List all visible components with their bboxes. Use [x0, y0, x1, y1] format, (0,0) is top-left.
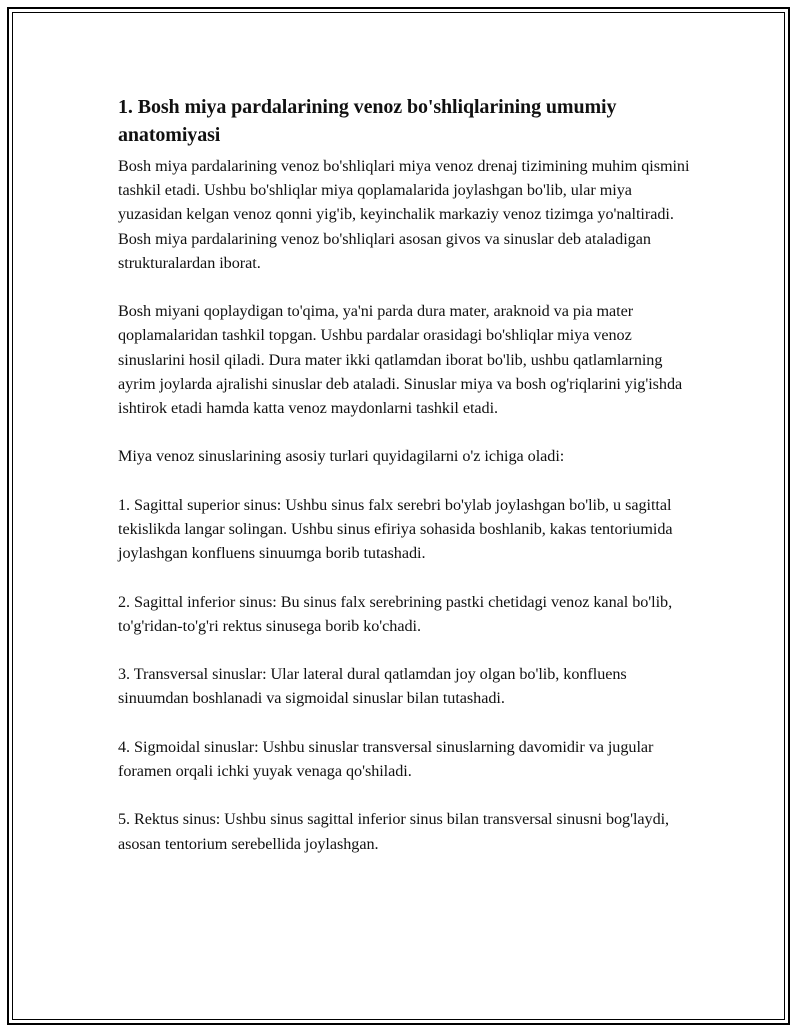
document-body: [118, 93, 696, 880]
paragraph-sinus-types-intro: Miya venoz sinuslarining asosiy turlari quyidagilarni o'z ichiga oladi:: [118, 447, 565, 466]
list-item-rektus: 5. Rektus sinus: Ushbu sinus sagittal inferior sinus bilan transversal sinusni bog'laydi, asosan tentorium serebellida joylashgan.: [118, 810, 670, 853]
section-heading: 1. Bosh miya pardalarining venoz bo'shliqlarining umumiy anatomiyasi: [118, 96, 617, 146]
list-item-transversal: 3. Transversal sinuslar: Ular lateral dural qatlamdan joy olgan bo'lib, konfluens sinuumdan boshlanadi va sigmoidal sinuslar bilan tutashadi.: [118, 665, 627, 708]
paragraph-meninges: Bosh miyani qoplaydigan to'qima, ya'ni parda dura mater, araknoid va pia mater qoplamalaridan tashkil topgan. Ushbu pardalar orasidagi bo'shliqlar miya venoz sinuslarini hosil qiladi. Dura mater ikki qatlamdan iborat bo'lib, ushbu qatlamlarning ayrim joylarda ajralishi sinuslar deb ataladi. Sinuslar miya va bosh og'riqlarini yig'ishda ishtirok etadi hamda katta venoz maydonlarni tashkil etadi.: [118, 302, 683, 418]
paragraph-intro: Bosh miya pardalarining venoz bo'shliqlari miya venoz drenaj tizimining muhim qismini tashkil etadi. Ushbu bo'shliqlar miya qoplamalarida joylashgan bo'lib, ular miya yuzasidan kelgan venoz qonni yig'ib, keyinchalik markaziy venoz tizimga yo'naltiradi. Bosh miya pardalarining venoz bo'shliqlari asosan givos va sinuslar deb ataladigan strukturalardan iborat.: [118, 157, 690, 272]
list-item-sagittal-inferior: 2. Sagittal inferior sinus: Bu sinus falx serebrining pastki chetidagi venoz kanal bo'lib, to'g'ridan-to'g'ri rektus sinusega borib ko'chadi.: [118, 592, 673, 635]
list-item-sagittal-superior: 1. Sagittal superior sinus: Ushbu sinus falx serebri bo'ylab joylashgan bo'lib, u sagittal tekislikda langar solingan. Ushbu sinus efiriya sohasida boshlanib, kakas tentoriumida joylashgan konfluens sinuumga borib tutashadi.: [118, 495, 673, 563]
list-item-sigmoidal: 4. Sigmoidal sinuslar: Ushbu sinuslar transversal sinuslarning davomidir va jugular foramen orqali ichki yuyak venaga qo'shiladi.: [118, 737, 654, 780]
